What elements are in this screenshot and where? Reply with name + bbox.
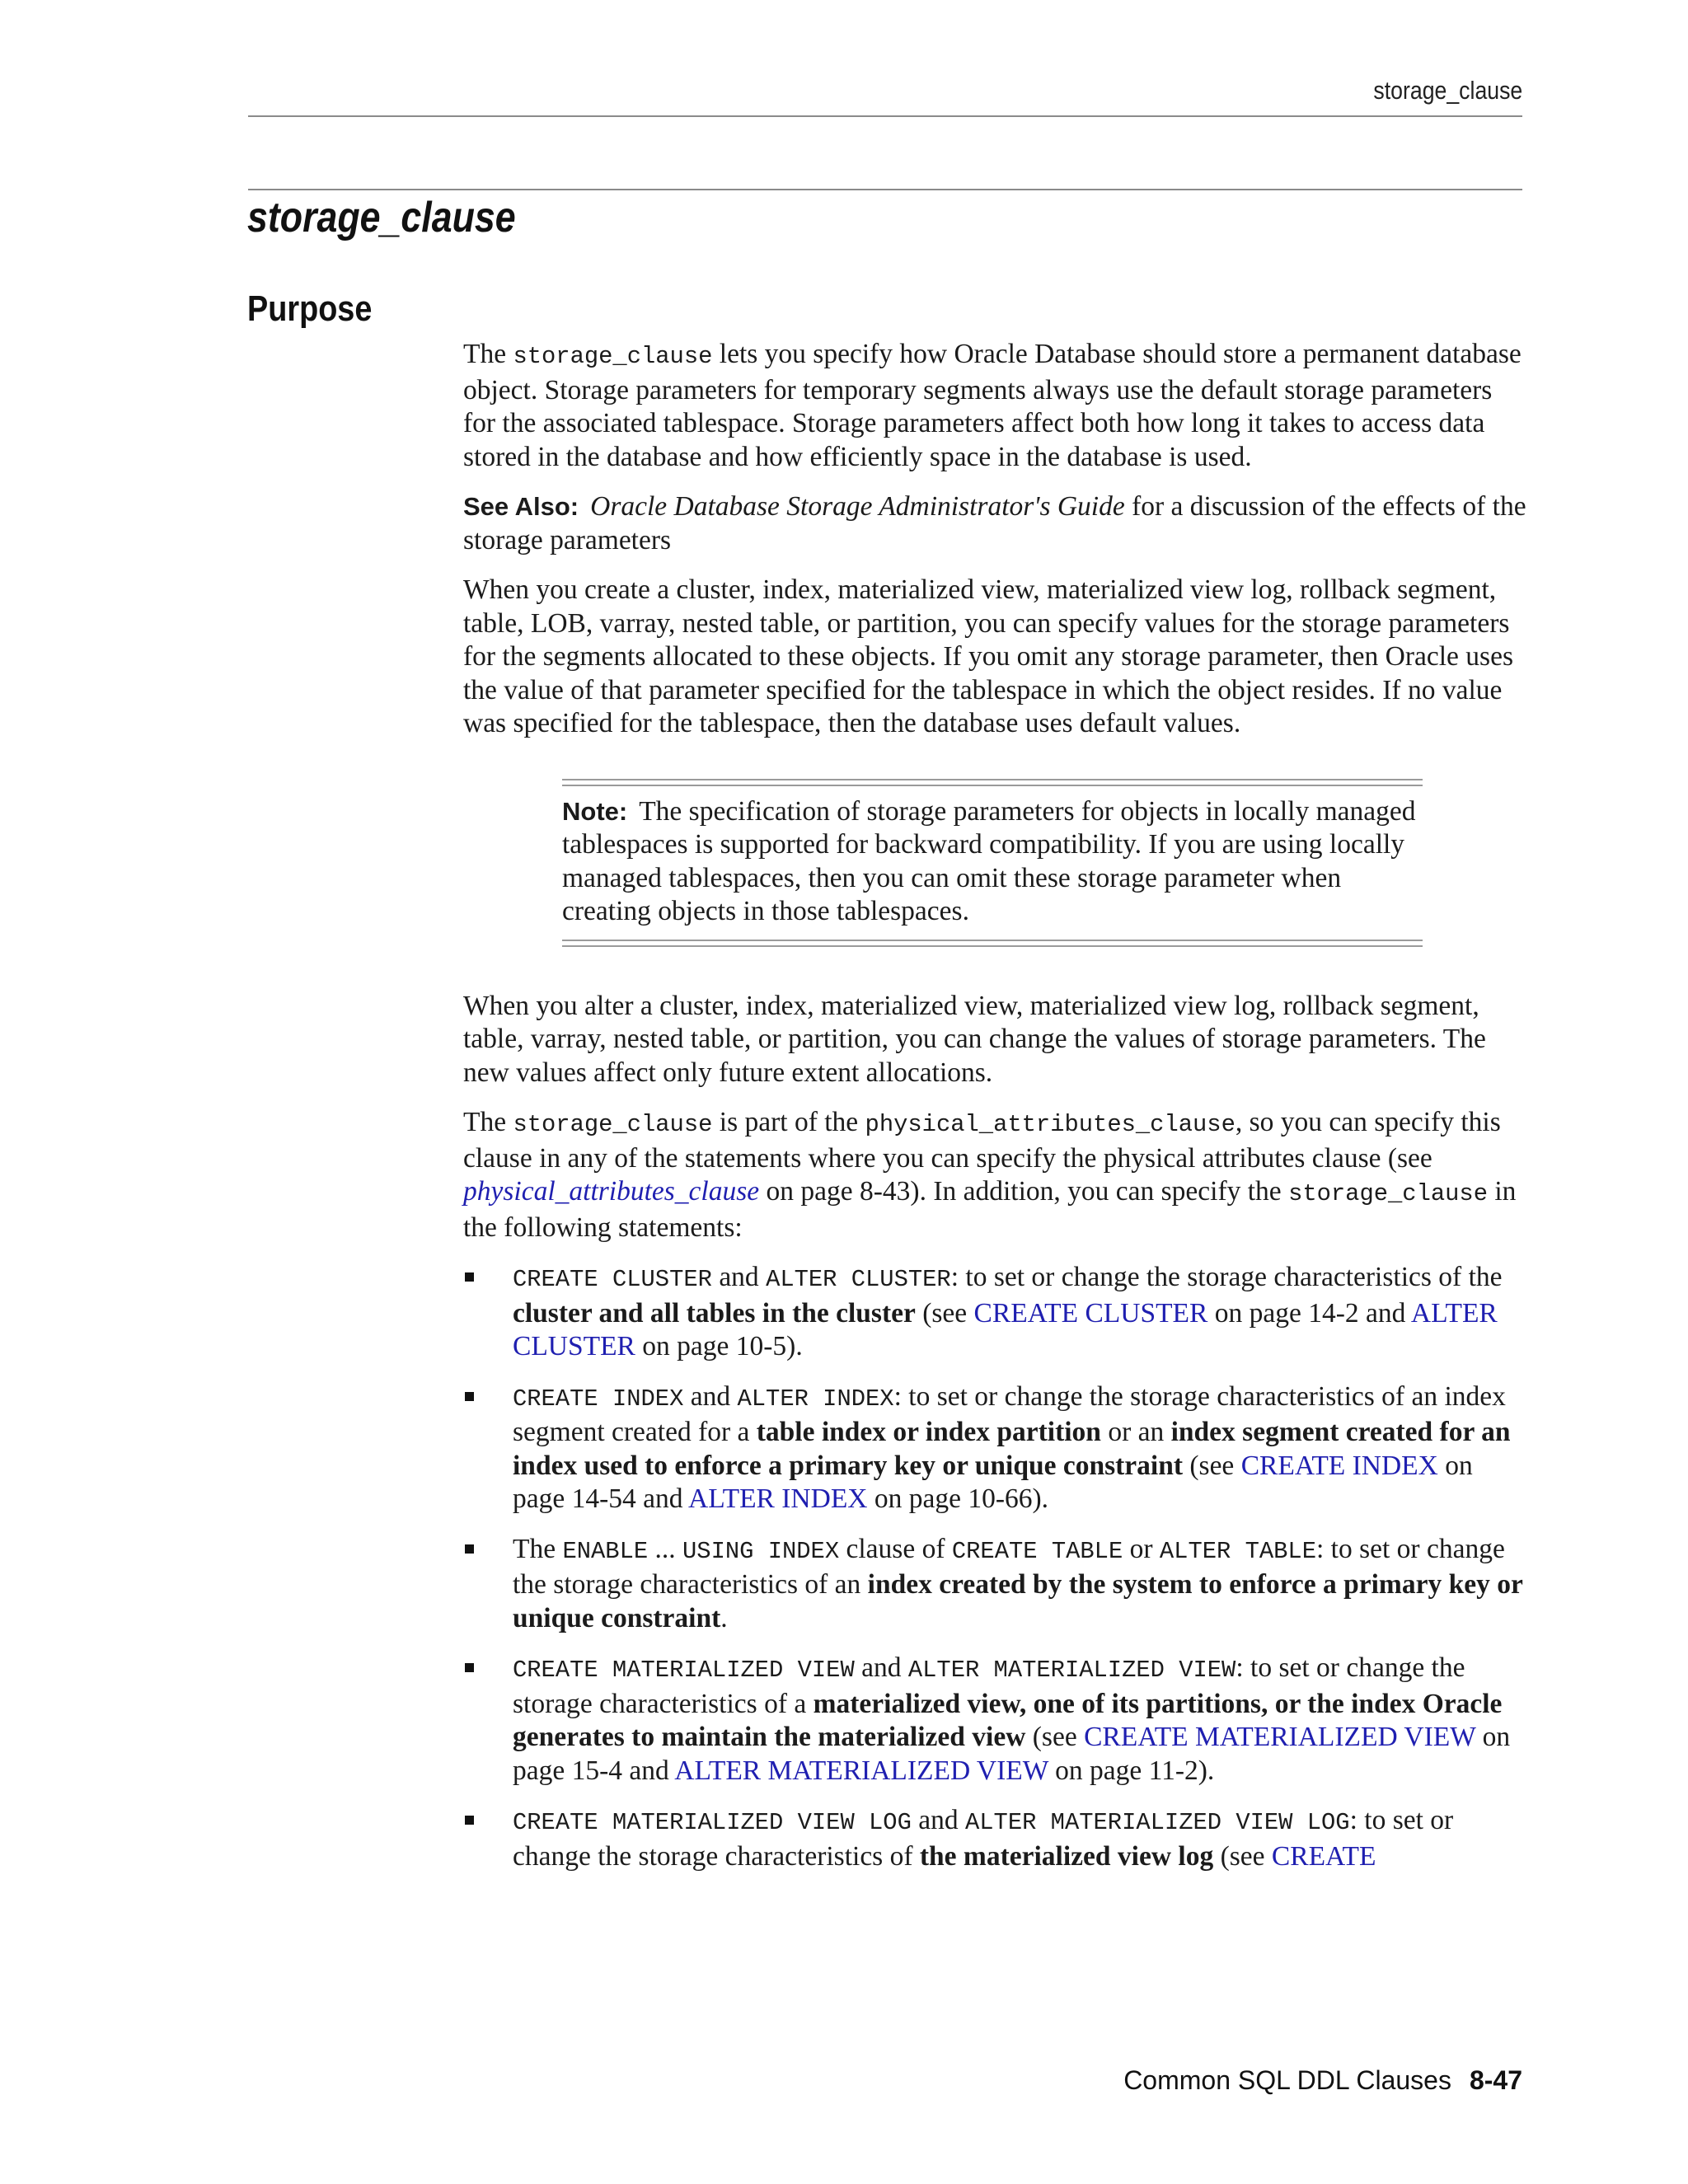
bullet-square-icon (465, 1544, 474, 1554)
link-create-cluster[interactable]: CREATE CLUSTER (973, 1297, 1208, 1329)
code-term: storage_clause (513, 1111, 713, 1138)
note-box (562, 779, 1423, 947)
list-item: CREATE INDEX and ALTER INDEX: to set or change the storage characteristics of an index segment created for a table index or index partition or an index segment created for an index used to enforce a primary key or unique constraint (see CREATE INDEX on page 14-54 and ALTER INDEX on page 10-66). (463, 1380, 1526, 1516)
link-alter-index[interactable]: ALTER INDEX (688, 1483, 868, 1514)
bullet-square-icon (465, 1272, 474, 1282)
bullet-square-icon (465, 1816, 474, 1825)
header-rule (248, 115, 1522, 117)
statement-list (463, 1261, 1526, 1873)
paragraph-intro: The storage_clause lets you specify how Oracle Database should store a permanent database object. Storage parameters for temporary segments always use the default storage parameters for the associated tablespace. Storage parameters affect both how long it takes to access data stored in the database and how efficiently space in the database is used. (463, 339, 1522, 472)
code-term: physical_attributes_clause (865, 1111, 1236, 1138)
link-alter-materialized-view[interactable]: ALTER MATERIALIZED VIEW (674, 1755, 1048, 1786)
bullet-square-icon (465, 1392, 474, 1401)
page-title: storage_clause (247, 194, 516, 241)
body-text (463, 338, 1526, 1890)
code-term: storage_clause (513, 343, 713, 370)
code-term: storage_clause (1288, 1180, 1488, 1207)
page-number: 8-47 (1469, 2065, 1522, 2095)
bullet-square-icon (465, 1663, 474, 1672)
note-text: The specification of storage parameters for objects in locally managed tablespaces is supported for backward compatibility. If you are using locally managed tablespaces, then you can omit these storage parameter when creating objects in those tablespaces. (562, 795, 1416, 926)
purpose-heading: Purpose (247, 288, 373, 329)
paragraph-create: When you create a cluster, index, materialized view, materialized view log, rollback segment, table, LOB, varray, nested table, or partition, you can specify values for the storage parameters for the segments allocated to these objects. If you omit any storage parameter, then Oracle uses the value of that parameter specified for the tablespace in which the object resides. If no value was specified for the tablespace, then the database uses default values. (463, 574, 1513, 738)
note-label: Note: (562, 796, 628, 826)
paragraph-physical-attributes: The storage_clause is part of the physical_attributes_clause, so you can specify this clause in any of the statements where you can specify the physical attributes clause (see physical_attributes_clause on page 8-43). In addition, you can specify the storage_clause in the following statements: (463, 1107, 1517, 1243)
list-item: CREATE MATERIALIZED VIEW and ALTER MATERIALIZED VIEW: to set or change the storage characteristics of a materialized view, one of its partitions, or the index Oracle generates to maintain the materialized view (see CREATE MATERIALIZED VIEW on page 15-4 and ALTER MATERIALIZED VIEW on page 11-2). (463, 1652, 1526, 1788)
section-rule (248, 189, 1522, 190)
footer-chapter: Common SQL DDL Clauses (1123, 2065, 1451, 2095)
see-also-box: See Also: Oracle Database Storage Administrator's Guide for a discussion of the effects of the storage parameters (463, 491, 1526, 555)
running-head: storage_clause (1373, 76, 1522, 105)
link-physical-attributes-clause[interactable]: physical_attributes_clause (463, 1176, 760, 1207)
page-footer (1123, 2065, 1522, 2096)
list-item: CREATE CLUSTER and ALTER CLUSTER: to set or change the storage characteristics of the cluster and all tables in the cluster (see CREATE CLUSTER on page 14-2 and ALTER CLUSTER on page 10-5). (463, 1261, 1526, 1364)
link-create-materialized-view[interactable]: CREATE MATERIALIZED VIEW (1084, 1722, 1476, 1752)
link-create-materialized-view-log[interactable]: CREATE (1271, 1840, 1376, 1872)
link-create-index[interactable]: CREATE INDEX (1240, 1450, 1438, 1481)
see-also-label: See Also: (463, 492, 579, 521)
list-item: CREATE MATERIALIZED VIEW LOG and ALTER MATERIALIZED VIEW LOG: to set or change the storage characteristics of the materialized view log (see CREATE (463, 1804, 1526, 1873)
list-item: The ENABLE ... USING INDEX clause of CREATE TABLE or ALTER TABLE: to set or change the storage characteristics of an index created by the system to enforce a primary key or unique constraint. (463, 1533, 1526, 1636)
book-title: Oracle Database Storage Administrator's Guide (590, 491, 1125, 522)
link-alter-cluster[interactable]: ALTER CLUSTER (513, 1297, 1498, 1361)
paragraph-alter: When you alter a cluster, index, materialized view, materialized view log, rollback segment, table, varray, nested table, or partition, you can change the values of storage parameters. The new values affect only future extent allocations. (463, 990, 1486, 1088)
